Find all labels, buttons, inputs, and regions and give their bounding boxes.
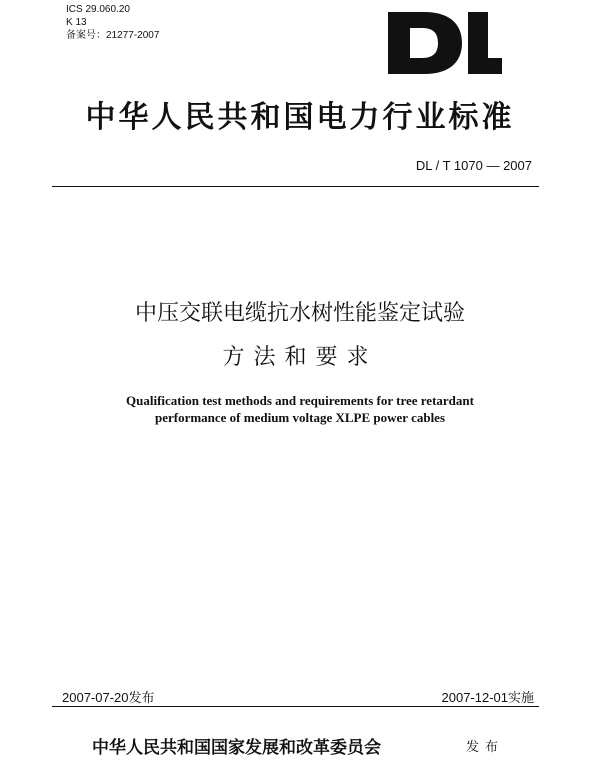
header-meta xyxy=(66,3,159,42)
standard-code: DL / T 1070 — 2007 xyxy=(415,158,532,173)
record-number: 备案号：21277-2007 xyxy=(66,30,160,41)
classification-code: K 13 xyxy=(66,17,87,28)
title-en-line2: performance of medium voltage XLPE power cables xyxy=(154,410,446,425)
issuer-name: 中华人民共和国国家发展和改革委员会 xyxy=(92,738,381,758)
ics-code: ICS 29.060.20 xyxy=(66,4,130,15)
title-en-line1: Qualification test methods and requirements for tree retardant xyxy=(126,393,474,408)
title-cn-line1: 中压交联电缆抗水树性能鉴定试验 xyxy=(134,301,465,326)
implementation-date: 2007-12-01实施 xyxy=(441,690,534,705)
top-divider xyxy=(52,186,539,187)
dl-logo-letter-l xyxy=(468,12,502,74)
issue-date: 2007-07-20发布 xyxy=(62,690,155,705)
title-en xyxy=(0,392,600,426)
org-title: 中华人民共和国电力行业标准 xyxy=(85,100,515,135)
title-cn-line2: 方法和要求 xyxy=(222,345,378,370)
issue-word: 发布 xyxy=(466,740,505,755)
bottom-divider xyxy=(52,706,539,707)
dl-logo-letter-d xyxy=(388,12,462,74)
dl-logo xyxy=(386,10,504,76)
